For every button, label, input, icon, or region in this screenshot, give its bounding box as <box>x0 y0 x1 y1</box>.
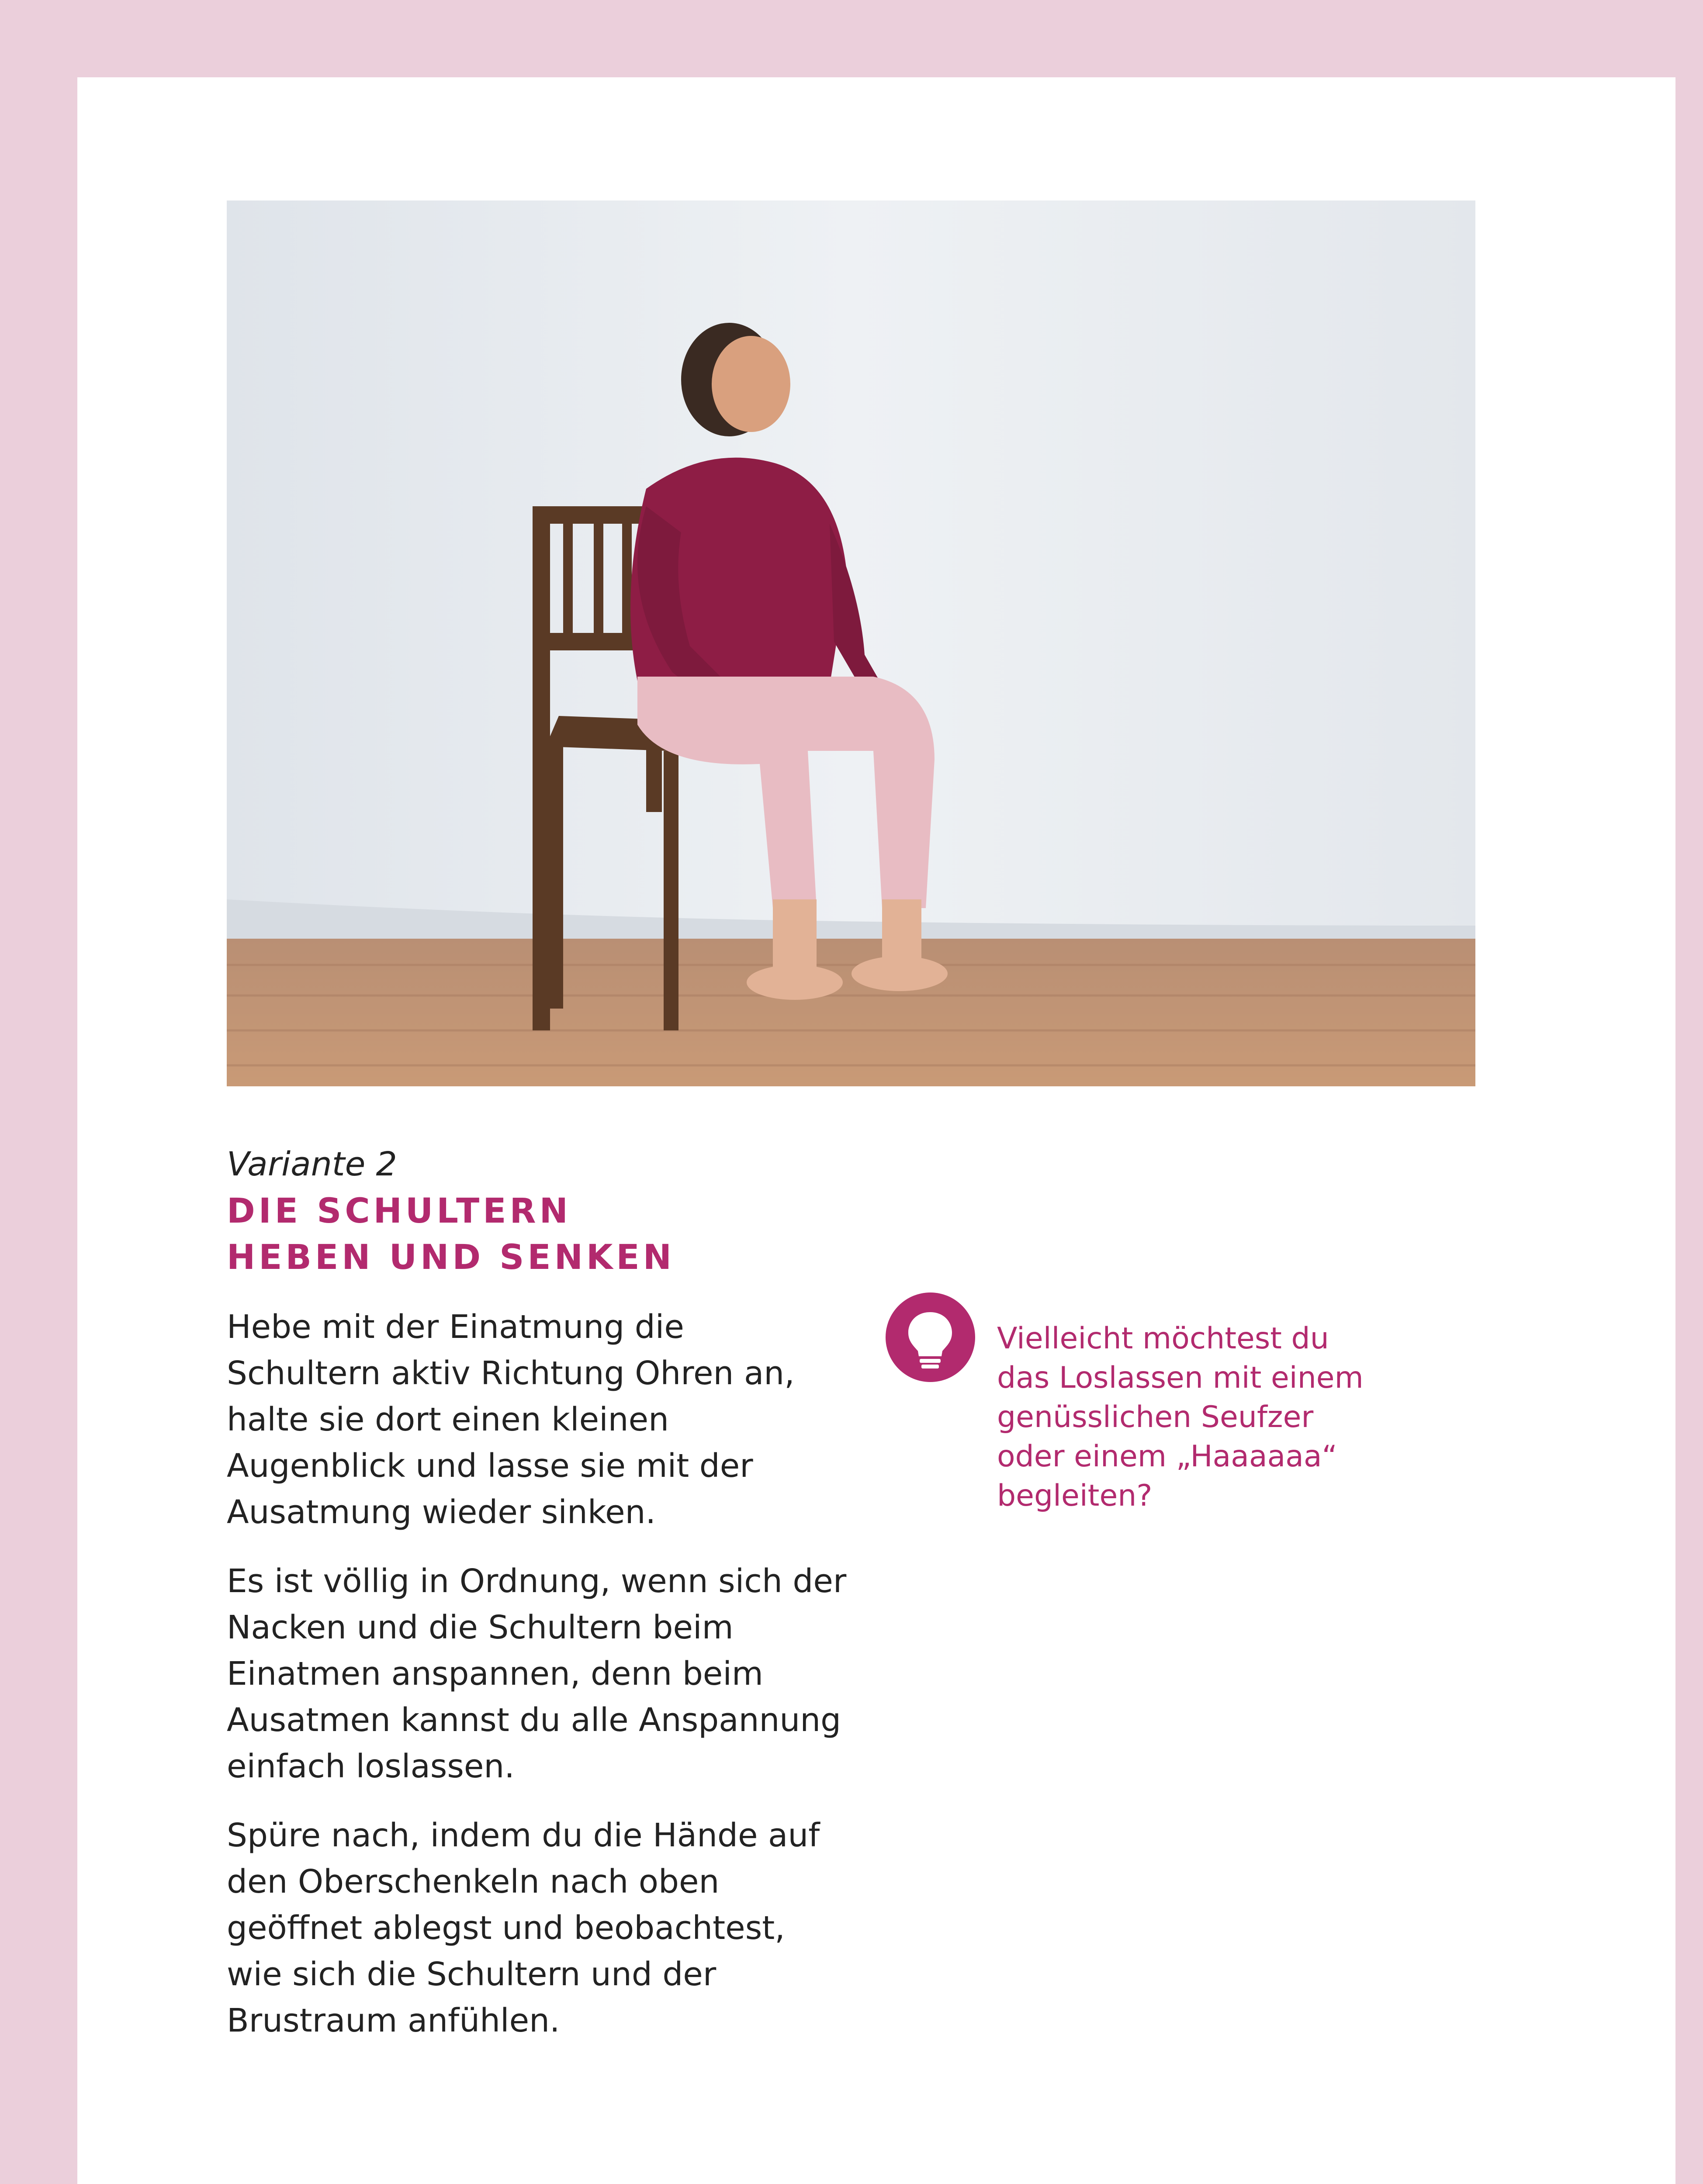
exercise-photo <box>227 200 1475 1086</box>
tip-line: genüsslichen Seufzer <box>997 1400 1314 1434</box>
tip-line: Vielleicht möchtest du <box>997 1321 1329 1356</box>
variant-label: Variante 2 <box>227 1144 397 1183</box>
tip-text <box>997 1319 1434 1516</box>
body-paragraph-1: Hebe mit der Einatmung die Schultern aktiv Richtung Ohren an, halte sie dort einen kleinen Augenblick und lasse sie mit der Ausatmung wieder sinken. <box>227 1308 795 1531</box>
body-paragraph-2: Es ist völlig in Ordnung, wenn sich der Nacken und die Schultern beim Einatmen anspannen, denn beim Ausatmen kannst du alle Anspannung einfach loslassen. <box>227 1562 847 1785</box>
heading-line-2: HEBEN UND SENKEN <box>227 1238 675 1277</box>
tip-line: begleiten? <box>997 1479 1153 1513</box>
tip-line: das Loslassen mit einem <box>997 1361 1364 1395</box>
lightbulb-icon <box>886 1292 975 1382</box>
tip-line: oder einem „Haaaaaa“ <box>997 1439 1337 1474</box>
page-edge <box>1679 77 1682 2184</box>
heading-line-1: DIE SCHULTERN <box>227 1192 571 1231</box>
body-text <box>227 1304 847 2067</box>
body-paragraph-3: Spüre nach, indem du die Hände auf den Oberschenkeln nach oben geöffnet ablegst und beobachtest, wie sich die Schultern und der Brustraum anfühlen. <box>227 1817 820 2039</box>
exercise-heading <box>227 1188 675 1281</box>
